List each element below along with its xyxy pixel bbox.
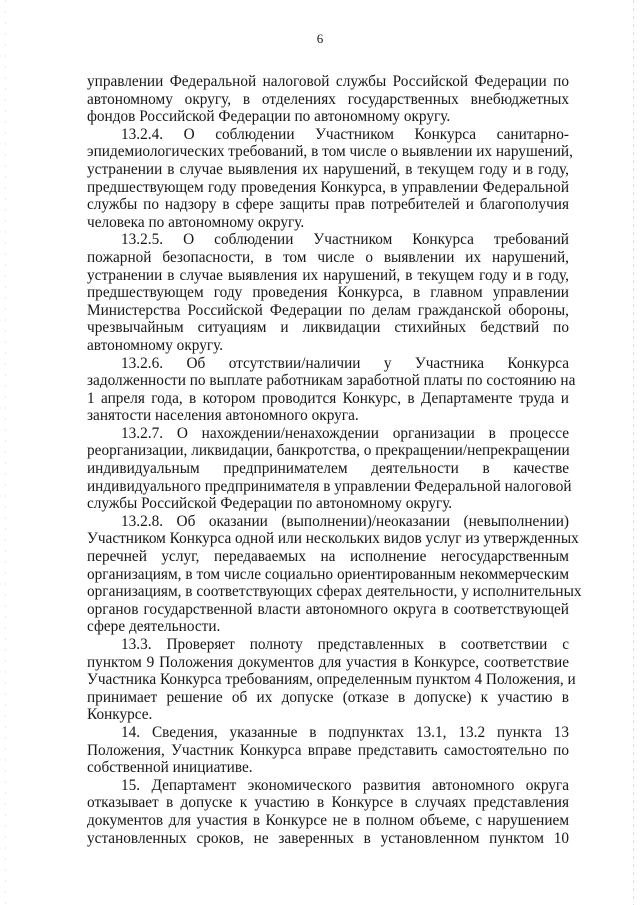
text-line: эпидемиологических требований, в том числе о выявлении их нарушений,	[87, 143, 573, 161]
text-line: собственной инициативе.	[87, 759, 253, 777]
text-line: автономному округу, в отделениях государственных внебюджетных	[87, 90, 569, 108]
scan-edge-left	[5, 0, 6, 905]
text-line: автономному округу.	[87, 336, 224, 354]
text-line: устранении в случае выявления их нарушений, в текущем году и в году,	[87, 160, 569, 178]
text-line: установленных сроков, не заверенных в установленном пунктом 10	[87, 829, 569, 847]
text-line: службы Российской Федерации по автономному округу.	[87, 495, 453, 513]
text-line: документов для участия в Конкурсе не в полном объеме, с нарушением	[87, 811, 569, 829]
text-line: Конкурсе.	[87, 706, 153, 724]
text-line: 13.2.6. Об отсутствии/наличии у Участника Конкурса	[121, 354, 569, 372]
text-line: 13.2.4. О соблюдении Участником Конкурса санитарно-	[121, 125, 569, 143]
text-line: реорганизации, ликвидации, банкротства, о прекращении/непрекращении	[87, 442, 570, 460]
text-line: индивидуальным предпринимателем деятельности в качестве	[87, 460, 569, 478]
text-line: Положения, Участник Конкурса вправе представить самостоятельно по	[87, 741, 569, 759]
text-line: Участником Конкурса одной или нескольких видов услуг из утвержденных	[87, 530, 579, 548]
text-line: устранении в случае выявления их нарушений, в текущем году и в году,	[87, 266, 569, 284]
text-line: 14. Сведения, указанные в подпунктах 13.1, 13.2 пункта 13	[121, 723, 569, 741]
text-line: 13.3. Проверяет полноту представленных в соответствии с	[121, 636, 569, 653]
text-line: фондов Российской Федерации по автономному округу.	[87, 108, 451, 126]
text-line: организациям, в том числе социально ориентированным некоммерческим	[87, 565, 569, 583]
text-line: сфере деятельности.	[87, 618, 221, 636]
text-line: индивидуального предпринимателя в управлении Федеральной налоговой	[87, 477, 572, 495]
text-line: Министерства Российской Федерации по делам гражданской обороны,	[87, 301, 569, 319]
text-line: Участника Конкурса требованиям, определенным пунктом 4 Положения, и	[87, 671, 576, 689]
page-number: 6	[316, 31, 324, 46]
text-line: предшествующем году проведения Конкурса, в управлении Федеральной	[87, 178, 569, 196]
text-line: 15. Департамент экономического развития автономного округа	[121, 776, 569, 794]
scan-edge-right	[633, 0, 634, 905]
text-line: 1 апреля года, в котором проводится Конкурс, в Департаменте труда и	[87, 389, 569, 407]
text-line: занятости населения автономного округа.	[87, 407, 359, 425]
text-line: пожарной безопасности, в том числе о выявлении их нарушений,	[87, 248, 569, 266]
document-body	[87, 73, 582, 847]
text-line: перечней услуг, передаваемых на исполнение негосударственным	[87, 548, 569, 566]
text-line: 13.2.7. О нахождении/ненахождении организации в процессе	[121, 424, 569, 442]
text-line: задолженности по выплате работникам заработной платы по состоянию на	[87, 372, 576, 390]
text-line: 13.2.8. Об оказании (выполнении)/неоказании (невыполнении)	[121, 512, 569, 530]
text-line: отказывает в допуске к участию в Конкурсе в случаях представления	[87, 794, 569, 812]
text-line: службы по надзору в сфере защиты прав потребителей и благополучия	[87, 196, 569, 214]
text-line: управлении Федеральной налоговой службы Российской Федерации по	[87, 73, 569, 90]
text-line: пунктом 9 Положения документов для участия в Конкурсе, соответствие	[87, 653, 569, 671]
text-line: человека по автономному округу.	[87, 213, 305, 231]
text-line: органов государственной власти автономного округа в соответствующей	[87, 600, 569, 618]
text-line: предшествующем году проведения Конкурса, в главном управлении	[87, 284, 569, 302]
text-line: чрезвычайным ситуациям и ликвидации стихийных бедствий по	[87, 319, 569, 337]
text-line: организациям, в соответствующих сферах деятельности, у исполнительных	[87, 583, 582, 601]
text-line: принимает решение об их допуске (отказе в допуске) к участию в	[87, 688, 569, 706]
text-line: 13.2.5. О соблюдении Участником Конкурса требований	[121, 231, 569, 249]
